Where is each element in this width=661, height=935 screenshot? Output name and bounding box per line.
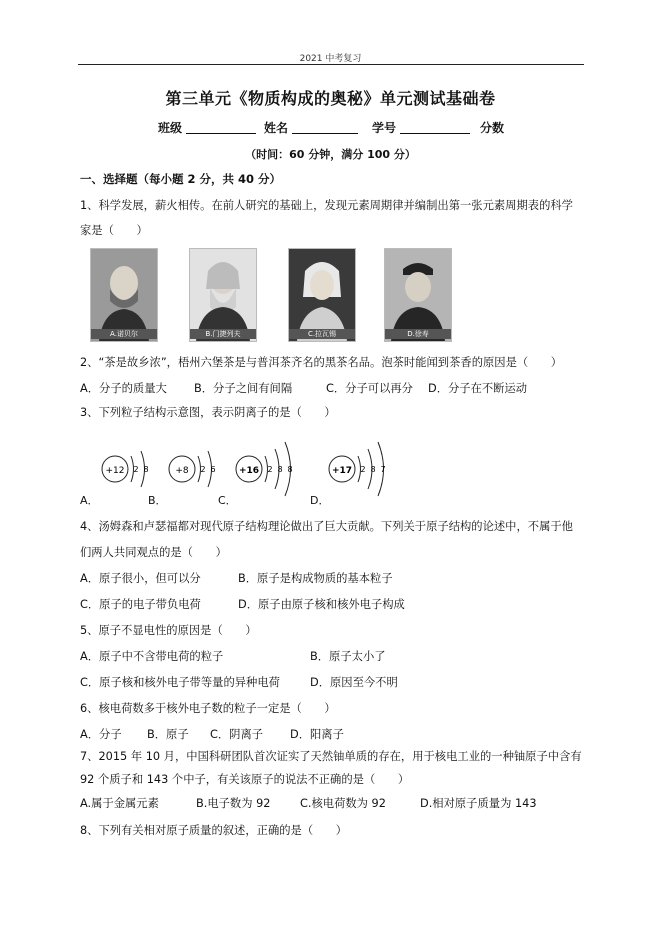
header-divider bbox=[78, 64, 584, 65]
portrait-a bbox=[90, 248, 158, 342]
q7-option-d[interactable]: D.相对原子质量为 143 bbox=[420, 797, 537, 810]
shell-electrons: 6 bbox=[210, 465, 216, 474]
atom-diagram-d bbox=[325, 434, 400, 500]
q6-option-a[interactable]: A．分子 bbox=[80, 728, 122, 741]
name-label: 姓名 bbox=[264, 121, 289, 135]
nucleus-charge: +8 bbox=[175, 466, 189, 476]
q7-option-a[interactable]: A.属于金属元素 bbox=[80, 797, 159, 810]
q5-stem: 5、原子不显电性的原因是（ ） bbox=[80, 624, 257, 637]
q4-option-d[interactable]: D．原子由原子核和核外电子构成 bbox=[238, 598, 405, 611]
nucleus-charge: +12 bbox=[105, 466, 125, 476]
q2-option-c[interactable]: C．分子可以再分 bbox=[326, 382, 413, 395]
shell-electrons: 8 bbox=[277, 465, 283, 474]
person-icon bbox=[289, 249, 355, 341]
time-note: （时间：60 分钟，满分 100 分） bbox=[245, 148, 416, 161]
section-heading: 一、选择题（每小题 2 分，共 40 分） bbox=[80, 172, 282, 186]
shell-electrons: 8 bbox=[143, 465, 149, 474]
q3-stem: 3、下列粒子结构示意图，表示阴离子的是（ ） bbox=[80, 406, 336, 419]
class-blank[interactable] bbox=[186, 119, 256, 138]
q2-option-b[interactable]: B．分子之间有间隔 bbox=[194, 382, 293, 395]
q6-stem: 6、核电荷数多于核外电子数的粒子一定是（ ） bbox=[80, 702, 336, 715]
q7-option-b[interactable]: B.电子数为 92 bbox=[196, 797, 271, 810]
shell-electrons: 8 bbox=[287, 465, 293, 474]
id-label: 学号 bbox=[372, 121, 397, 135]
q5-option-d[interactable]: D．原因至今不明 bbox=[310, 676, 398, 689]
q4-option-a[interactable]: A．原子很小，但可以分 bbox=[80, 572, 201, 585]
q7-stem-line2: 92 个质子和 143 个中子，有关该原子的说法不正确的是（ ） bbox=[80, 773, 410, 786]
shell-electrons: 2 bbox=[133, 465, 139, 474]
q3-option-b[interactable]: B． bbox=[148, 494, 167, 507]
class-label: 班级 bbox=[158, 121, 183, 135]
shell-electrons: 2 bbox=[200, 465, 206, 474]
person-icon bbox=[91, 249, 157, 341]
q8-stem: 8、下列有关相对原子质量的叙述，正确的是（ ） bbox=[80, 824, 348, 837]
portrait-b-caption: B.门捷列夫 bbox=[190, 329, 256, 339]
q6-option-d[interactable]: D．阳离子 bbox=[290, 728, 344, 741]
atom-diagram-b bbox=[165, 434, 225, 494]
portrait-d bbox=[384, 248, 452, 342]
q6-option-c[interactable]: C．阴离子 bbox=[210, 728, 264, 741]
name-blank[interactable] bbox=[292, 119, 358, 138]
q4-stem-line2: 们两人共同观点的是（ ） bbox=[80, 546, 227, 559]
id-blank[interactable] bbox=[400, 119, 470, 138]
q2-stem: 2、“茶是故乡浓”，梧州六堡茶是与普洱茶齐名的黑茶名品。泡茶时能闻到茶香的原因是（ ） bbox=[80, 356, 563, 369]
portrait-a-caption: A.诺贝尔 bbox=[91, 329, 157, 339]
shell-electrons: 8 bbox=[370, 465, 376, 474]
q2-option-a[interactable]: A．分子的质量大 bbox=[80, 382, 167, 395]
q7-option-c[interactable]: C.核电荷数为 92 bbox=[300, 797, 386, 810]
q3-option-a[interactable]: A． bbox=[80, 494, 99, 507]
atom-diagram-c bbox=[232, 434, 307, 500]
q7-stem-line1: 7、2015 年 10 月，中国科研团队首次证实了天然铀单质的存在，用于核电工业的一种铀原子中含有 bbox=[80, 750, 582, 763]
q2-option-d[interactable]: D．分子在不断运动 bbox=[428, 382, 528, 395]
shell-electrons: 2 bbox=[267, 465, 273, 474]
q5-option-c[interactable]: C．原子核和核外电子带等量的异种电荷 bbox=[80, 676, 280, 689]
q5-option-a[interactable]: A．原子中不含带电荷的粒子 bbox=[80, 650, 224, 663]
nucleus-charge: +16 bbox=[238, 466, 260, 476]
page-header: 2021 中考复习 bbox=[299, 54, 362, 64]
q3-option-c[interactable]: C． bbox=[218, 494, 237, 507]
shell-electrons: 2 bbox=[360, 465, 366, 474]
portrait-b bbox=[189, 248, 257, 342]
portrait-d-caption: D.徐寿 bbox=[385, 329, 451, 339]
atom-diagram-a bbox=[98, 434, 158, 494]
q4-stem-line1: 4、汤姆森和卢瑟福都对现代原子结构理论做出了巨大贡献。下列关于原子结构的论述中，不属于他 bbox=[80, 520, 573, 533]
q1-stem-line1: 1、科学发展，薪火相传。在前人研究的基础上，发现元素周期律并编制出第一张元素周期表的科学 bbox=[80, 199, 573, 212]
nucleus-charge: +17 bbox=[331, 466, 353, 476]
q4-option-c[interactable]: C．原子的电子带负电荷 bbox=[80, 598, 201, 611]
portrait-c bbox=[288, 248, 356, 342]
q4-option-b[interactable]: B．原子是构成物质的基本粒子 bbox=[238, 572, 393, 585]
page-title: 第三单元《物质构成的奥秘》单元测试基础卷 bbox=[165, 89, 496, 108]
q1-stem-line2: 家是（ ） bbox=[80, 224, 148, 237]
q6-option-b[interactable]: B．原子 bbox=[147, 728, 189, 741]
portrait-c-caption: C.拉瓦锡 bbox=[289, 329, 355, 339]
person-icon bbox=[190, 249, 256, 341]
shell-electrons: 7 bbox=[380, 465, 386, 474]
person-icon bbox=[385, 249, 451, 341]
q5-option-b[interactable]: B．原子太小了 bbox=[310, 650, 386, 663]
score-label: 分数 bbox=[480, 121, 505, 135]
q3-option-d[interactable]: D． bbox=[310, 494, 330, 507]
